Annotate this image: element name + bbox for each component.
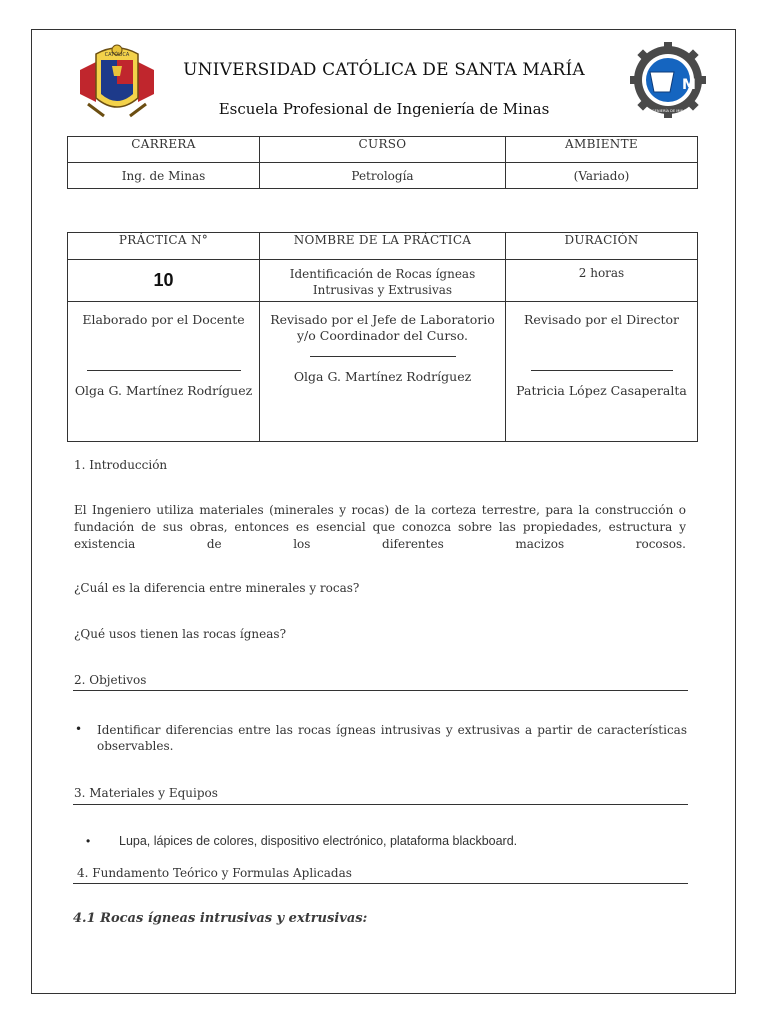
director-signature-line (531, 370, 673, 371)
objective-item: Identificar diferencias entre las rocas ígneas intrusivas y extrusivas a partir de características observables. (97, 723, 687, 753)
prepared-signature-line (87, 370, 241, 371)
practice-name-line2: Intrusivas y Extrusivas (312, 283, 453, 297)
header-carrera: CARRERA (68, 137, 260, 163)
prepared-by-label: Elaborado por el Docente (82, 312, 245, 327)
reviewed-by-name: Olga G. Martínez Rodríguez (293, 369, 472, 384)
school-title: Escuela Profesional de Ingeniería de Minas (218, 100, 550, 118)
practice-table (67, 232, 698, 442)
materials-bullet-icon: • (86, 834, 91, 848)
svg-text:M: M (682, 77, 696, 93)
header-curso: CURSO (260, 137, 506, 163)
reviewed-signature-line (310, 356, 456, 357)
reviewed-by-label-line1: Revisado por el Jefe de Laboratorio (270, 312, 495, 327)
value-ambiente: (Variado) (506, 163, 698, 189)
practice-number: 10 (153, 270, 174, 290)
subsection-title: 4.1 Rocas ígneas intrusivas y extrusivas: (73, 911, 368, 926)
objective-bullet-icon: • (75, 722, 83, 736)
header-practica-numero: PRÁCTICA N° (68, 233, 260, 260)
header-nombre-practica: NOMBRE DE LA PRÁCTICA (260, 233, 506, 260)
course-table (67, 136, 698, 189)
header-duracion: DURACIÓN (506, 233, 698, 260)
intro-title: 1. Introducción (74, 458, 168, 472)
materials-title: 3. Materiales y Equipos (74, 786, 218, 800)
question-minerals-rocks: ¿Cuál es la diferencia entre minerales y rocas? (74, 581, 360, 595)
reviewed-by-label-line2: y/o Coordinador del Curso. (297, 328, 468, 343)
prepared-by-name: Olga G. Martínez Rodríguez (74, 383, 253, 398)
crest-text: CATÓLICA (104, 52, 130, 58)
theory-title: 4. Fundamento Teórico y Formulas Aplicadas (77, 866, 352, 880)
director-name: Patricia López Casaperalta (516, 383, 687, 398)
logo-text: INGENIERÍA DE MINAS (648, 109, 688, 113)
objectives-title: 2. Objetivos (74, 673, 147, 687)
theory-rule (73, 883, 688, 884)
university-title: UNIVERSIDAD CATÓLICA DE SANTA MARÍA (183, 60, 585, 80)
question-igneous-uses: ¿Qué usos tienen las rocas ígneas? (74, 627, 287, 641)
practice-name-line1: Identificación de Rocas ígneas (289, 267, 476, 281)
intro-paragraph: El Ingeniero utiliza materiales (minerales y rocas) de la corteza terrestre, para la construcción o fundación de sus obras, entonces es esencial que conozca sobre las propiedades, estructura y existencia de los diferentes macizos rocosos. (74, 503, 686, 551)
header-ambiente: AMBIENTE (506, 137, 698, 163)
materials-item: Lupa, lápices de colores, dispositivo electrónico, plataforma blackboard. (119, 834, 518, 848)
director-label: Revisado por el Director (524, 312, 679, 327)
materials-rule (73, 804, 688, 805)
value-carrera: Ing. de Minas (68, 163, 260, 189)
objectives-rule (73, 690, 688, 691)
value-curso: Petrología (260, 163, 506, 189)
practice-duration: 2 horas (578, 266, 625, 280)
